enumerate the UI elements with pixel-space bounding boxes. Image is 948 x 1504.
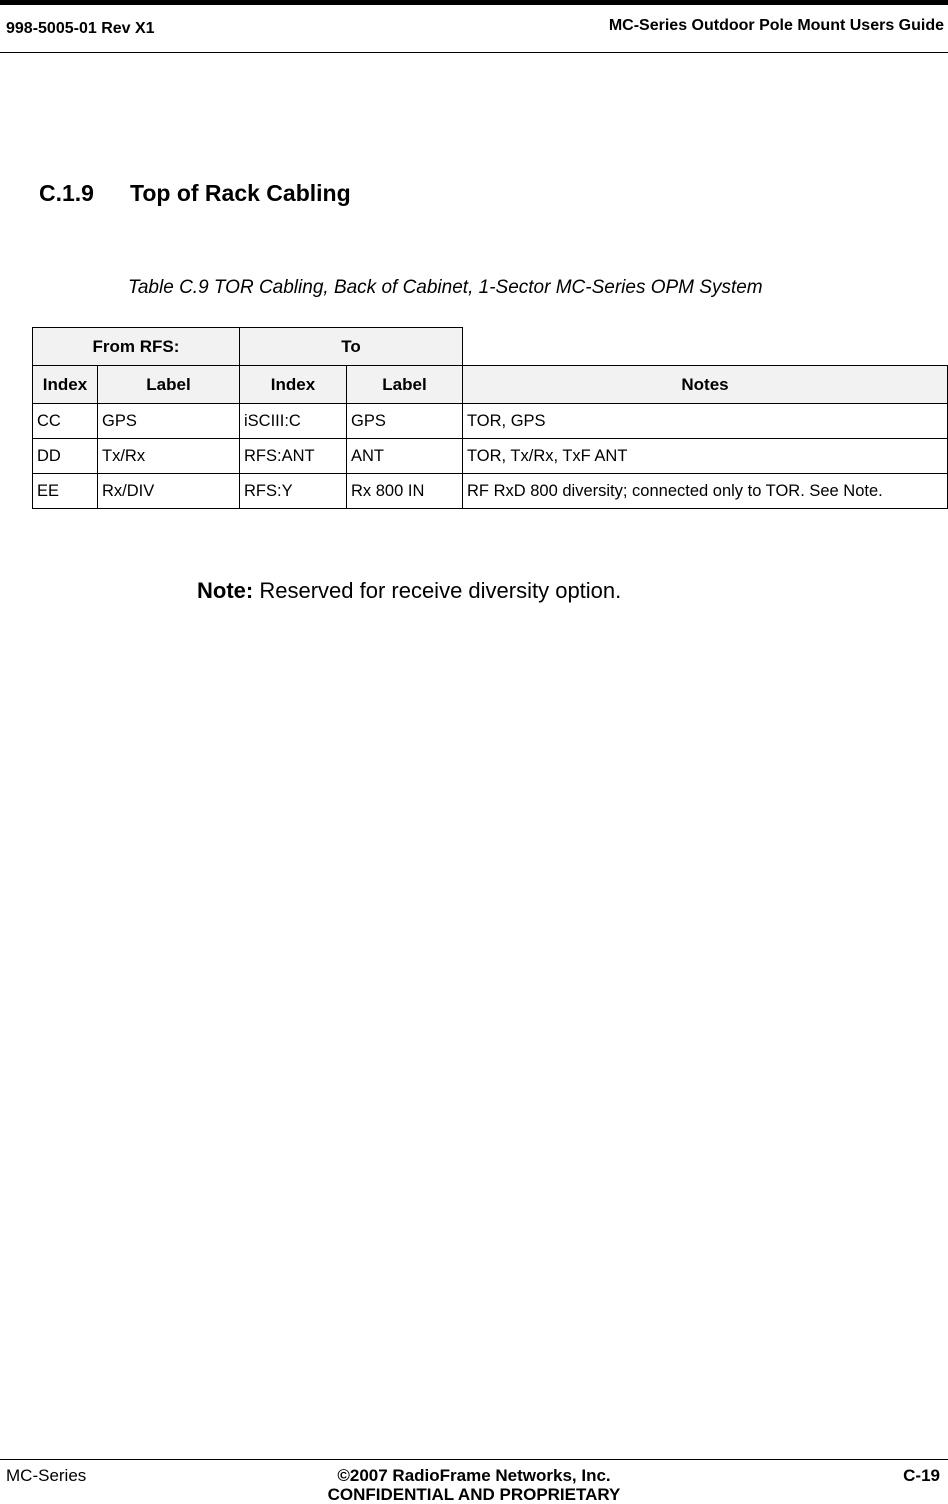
column-header-row [33,366,948,404]
section-title: Top of Rack Cabling [130,180,351,206]
col-header-to-index: Index [240,366,347,404]
cell-from-index: EE [33,474,98,509]
cell-to-label: Rx 800 IN [347,474,463,509]
section-heading [39,180,351,207]
cell-to-index: RFS:ANT [240,439,347,474]
cell-to-label: GPS [347,404,463,439]
cell-to-index: iSCIII:C [240,404,347,439]
doc-title: MC-Series Outdoor Pole Mount Users Guide [608,17,944,34]
table-row [33,439,948,474]
table-caption: Table C.9 TOR Cabling, Back of Cabinet, 1-Sector MC-Series OPM System [128,277,763,298]
cell-from-label: Tx/Rx [98,439,240,474]
table-row [33,474,948,509]
group-header-to: To [240,328,463,366]
footer-product: MC-Series [6,1466,87,1485]
header-rule [0,52,948,53]
col-header-from-label: Label [98,366,240,404]
section-number: C.1.9 [39,180,94,206]
cell-to-index: RFS:Y [240,474,347,509]
footer-copyright-line: ©2007 RadioFrame Networks, Inc. [337,1466,611,1485]
header-top-rule [0,0,948,5]
col-header-from-index: Index [33,366,98,404]
cell-to-label: ANT [347,439,463,474]
group-header-from: From RFS: [33,328,240,366]
cell-from-label: GPS [98,404,240,439]
footer-copyright [0,1466,948,1504]
cell-from-index: CC [33,404,98,439]
footer-confidential-line: CONFIDENTIAL AND PROPRIETARY [327,1485,621,1504]
note-paragraph [197,578,621,604]
cell-from-label: Rx/DIV [98,474,240,509]
footer-page-number: C-19 [903,1466,940,1485]
col-header-to-label: Label [347,366,463,404]
cell-notes: RF RxD 800 diversity; connected only to TOR. See Note. [463,474,948,509]
note-text: Reserved for receive diversity option. [253,578,622,603]
cell-notes: TOR, Tx/Rx, TxF ANT [463,439,948,474]
group-header-row [33,328,948,366]
cabling-table [32,327,948,509]
table-row [33,404,948,439]
cell-notes: TOR, GPS [463,404,948,439]
doc-number: 998-5005-01 Rev X1 [6,20,155,37]
group-header-blank [463,328,948,366]
footer-rule [0,1459,948,1460]
col-header-notes: Notes [463,366,948,404]
note-label: Note: [197,578,254,603]
cell-from-index: DD [33,439,98,474]
